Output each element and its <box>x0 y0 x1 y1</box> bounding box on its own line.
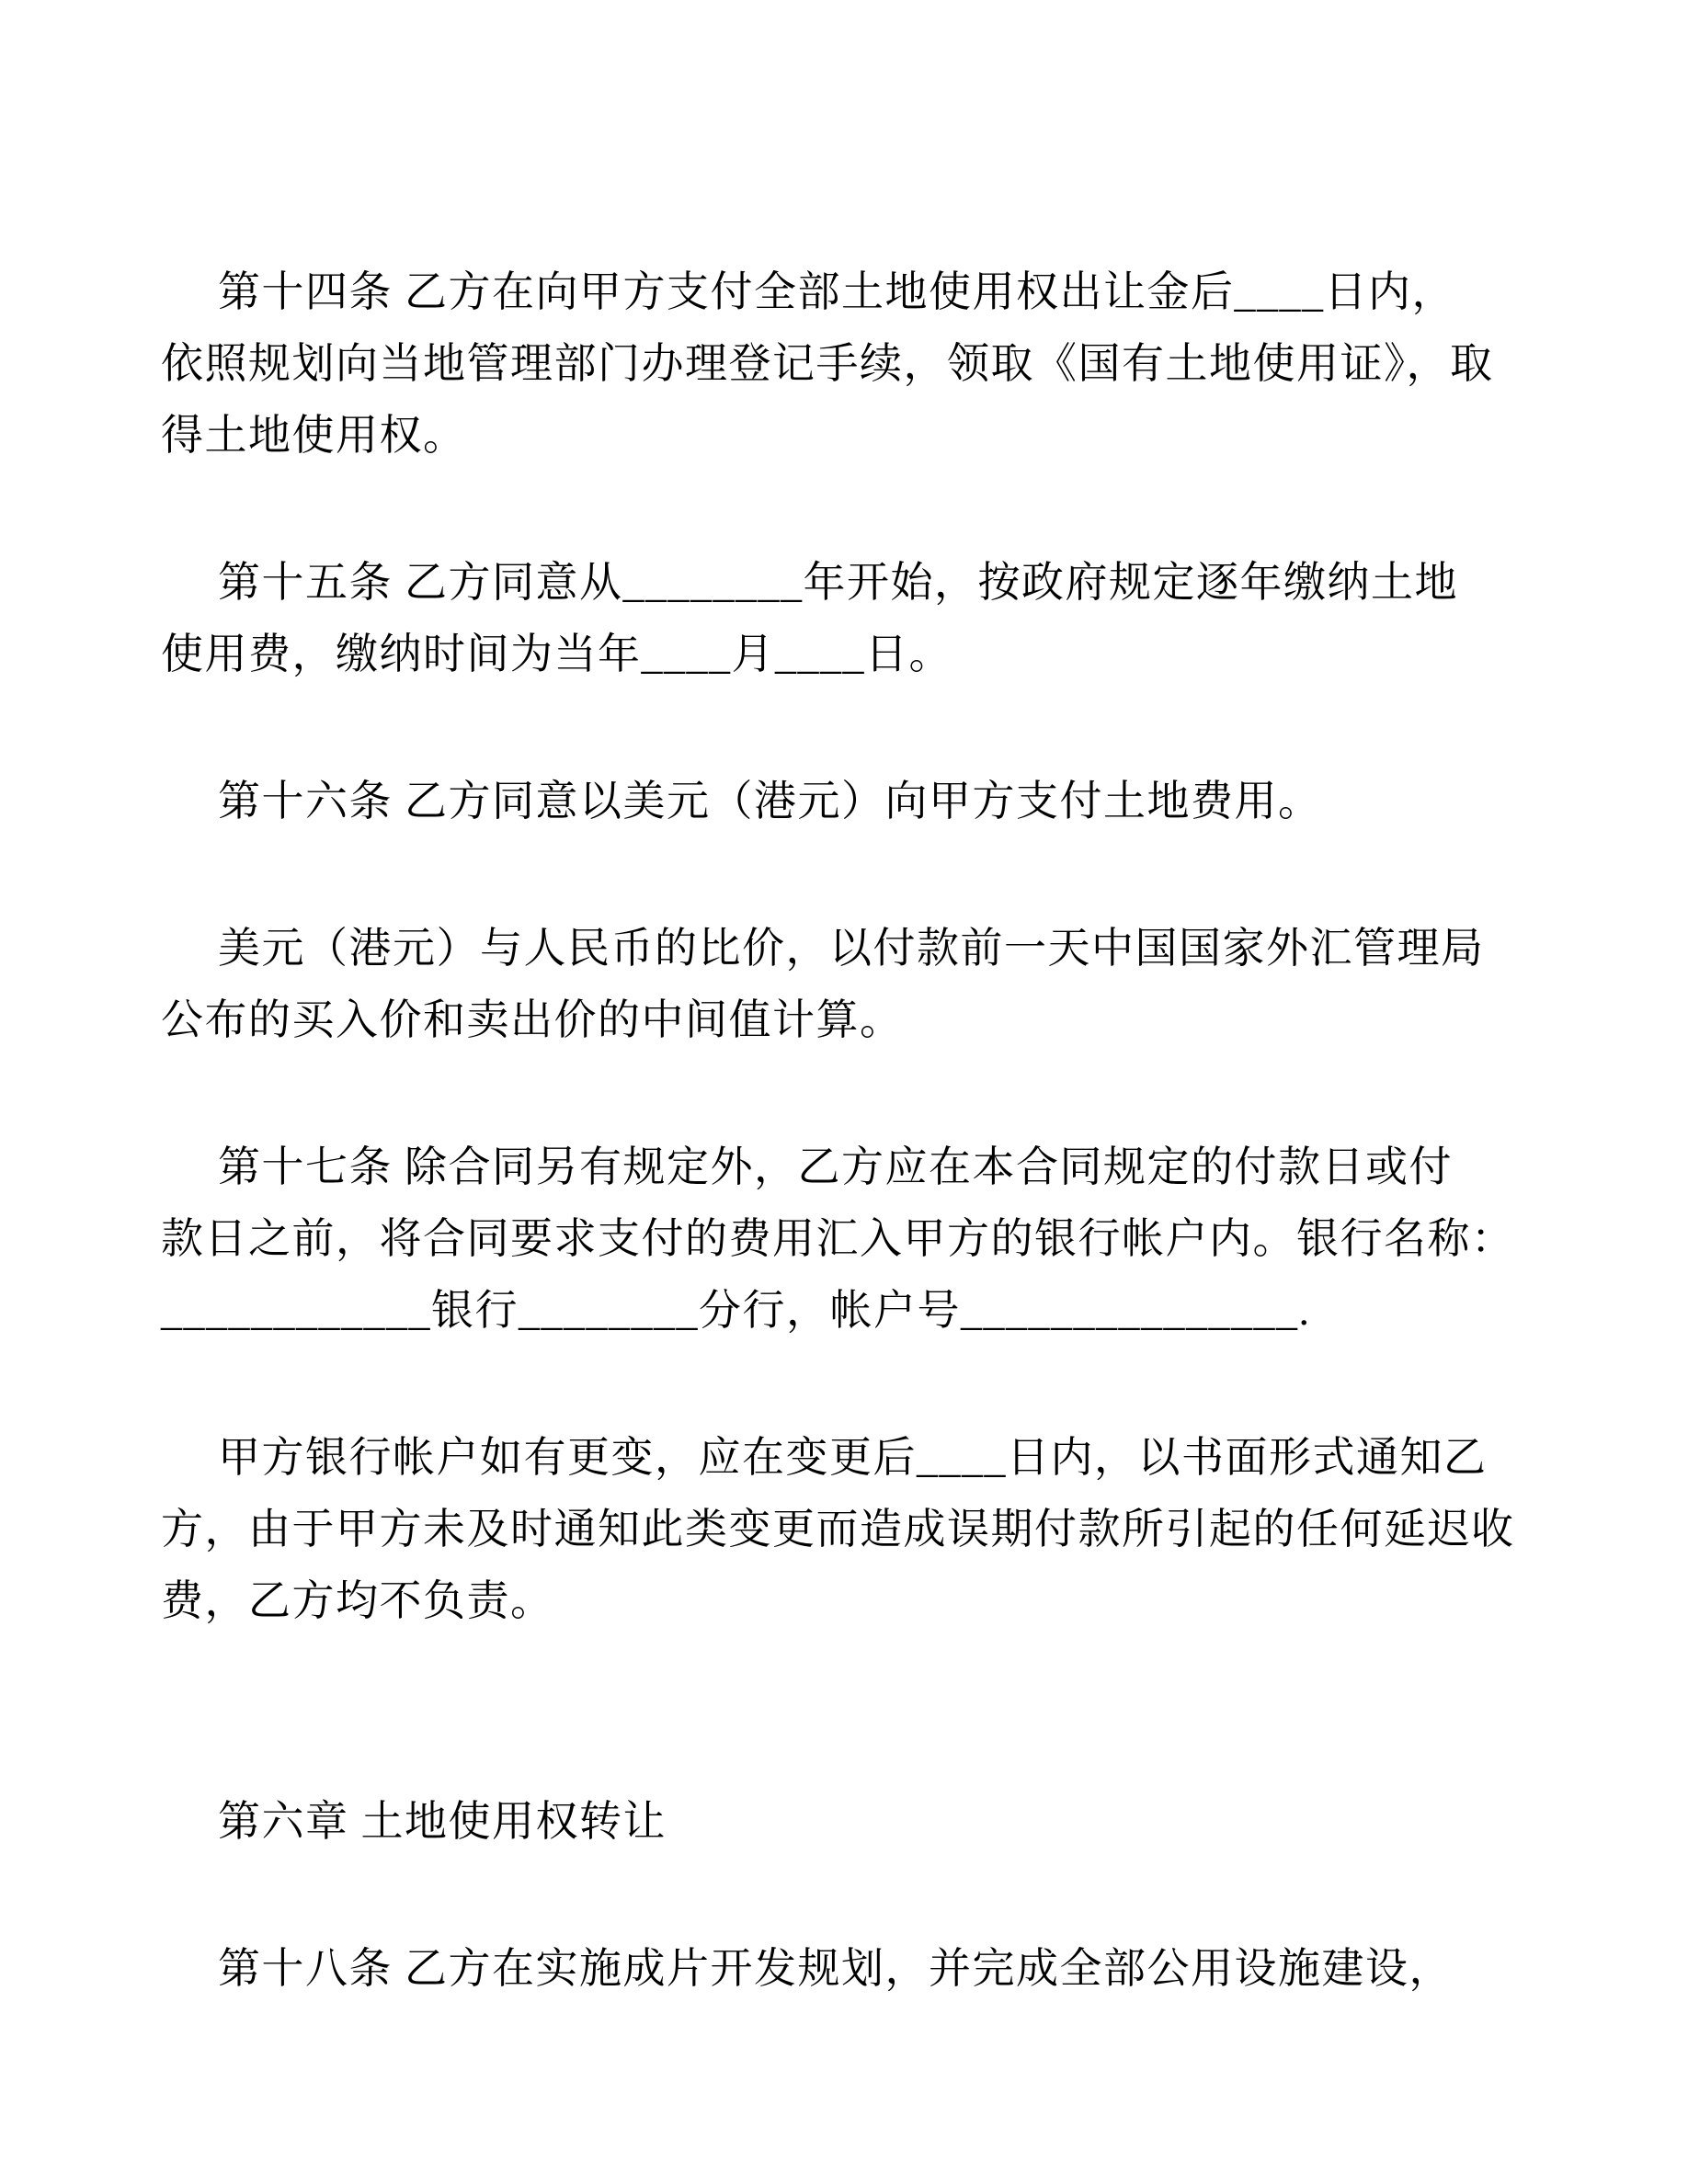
text-line: 依照规划向当地管理部门办理登记手续，领取《国有土地使用证》，取 <box>161 340 1494 387</box>
paragraph-article-17 <box>161 1132 1532 1347</box>
text-line: 第十七条 除合同另有规定外，乙方应在本合同规定的付款日或付 <box>218 1143 1453 1190</box>
text-line: 第十四条 乙方在向甲方支付全部土地使用权出让金后____日内， <box>218 268 1455 315</box>
paragraph-article-18 <box>161 1933 1532 2005</box>
text-line: 方，由于甲方未及时通知此类变更而造成误期付款所引起的任何延迟收 <box>161 1506 1515 1553</box>
text-line: 款日之前，将合同要求支付的费用汇入甲方的银行帐户内。银行名称： <box>161 1215 1515 1262</box>
paragraph-article-17-continuation <box>161 1422 1532 1637</box>
text-line: ____________银行________分行，帐户号_______________. <box>161 1287 1311 1334</box>
text-line: 第六章 土地使用权转让 <box>218 1798 667 1845</box>
text-line: 得土地使用权。 <box>161 412 467 459</box>
text-line: 公布的买入价和卖出价的中间值计算。 <box>161 996 904 1043</box>
text-line: 费，乙方均不负责。 <box>161 1577 554 1624</box>
paragraph-article-16-continuation <box>161 913 1532 1056</box>
paragraph-article-16 <box>161 766 1532 837</box>
text-line: 使用费，缴纳时间为当年____月____日。 <box>161 631 952 677</box>
paragraph-article-15 <box>161 547 1532 690</box>
text-line: 第十五条 乙方同意从________年开始，按政府规定逐年缴纳土地 <box>218 559 1458 606</box>
text-line: 美元（港元）与人民币的比价，以付款前一天中国国家外汇管理局 <box>218 925 1485 972</box>
text-line: 甲方银行帐户如有更变，应在变更后____日内，以书面形式通知乙 <box>218 1434 1488 1481</box>
text-line: 第十六条 乙方同意以美元（港元）向甲方支付土地费用。 <box>218 778 1322 825</box>
text-line: 第十八条 乙方在实施成片开发规划，并完成全部公用设施建设， <box>218 1945 1453 1992</box>
chapter-heading <box>161 1786 1532 1858</box>
contract-text-block <box>161 256 1532 2005</box>
paragraph-article-14 <box>161 256 1532 472</box>
